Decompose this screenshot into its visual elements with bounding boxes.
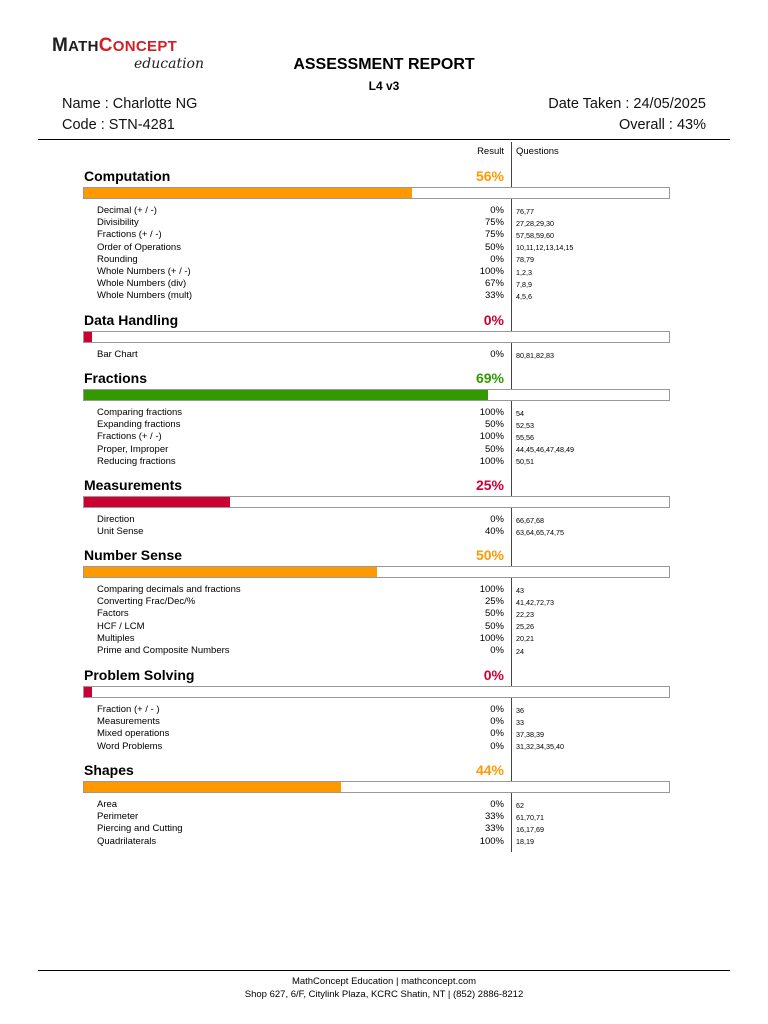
skill-questions: 37,38,39 xyxy=(516,729,544,739)
skill-questions: 36 xyxy=(516,705,524,715)
result-column-header: Result xyxy=(477,146,504,157)
section-score: 69% xyxy=(475,370,504,386)
section-title: Number Sense xyxy=(84,547,183,563)
skill-result: 100% xyxy=(479,455,504,467)
skill-result: 0% xyxy=(490,253,504,265)
section-title: Shapes xyxy=(84,762,134,778)
skill-row xyxy=(0,836,768,848)
skill-result: 100% xyxy=(479,431,504,443)
skill-row xyxy=(0,229,768,241)
skill-row xyxy=(0,419,768,431)
skill-questions: 27,28,29,30 xyxy=(516,218,554,228)
footer-contact: MathConcept Education | mathconcept.com xyxy=(291,976,477,987)
skill-result: 33% xyxy=(484,811,504,823)
score-bar xyxy=(83,686,670,698)
skill-result: 33% xyxy=(484,823,504,835)
skill-questions: 1,2,3 xyxy=(516,267,532,277)
skill-name: Whole Numbers (mult) xyxy=(97,290,193,302)
skill-questions: 44,45,46,47,48,49 xyxy=(516,445,574,455)
skill-result: 0% xyxy=(490,645,504,656)
section-title: Fractions xyxy=(84,370,148,386)
skill-questions: 4,5,6 xyxy=(516,291,532,301)
skill-row xyxy=(0,716,768,728)
skill-result: 100% xyxy=(479,266,504,277)
skill-questions: 10,11,12,13,14,15 xyxy=(516,243,574,253)
section-title: Data Handling xyxy=(84,312,179,328)
skill-questions: 41,42,72,73 xyxy=(516,597,554,607)
skill-result: 75% xyxy=(484,217,504,229)
skill-questions: 20,21 xyxy=(516,634,534,644)
skill-row xyxy=(0,621,768,633)
skill-questions: 24 xyxy=(516,646,524,656)
score-bar-fill xyxy=(84,567,377,577)
report-subtitle: L4 v3 xyxy=(368,79,400,93)
logo-tagline: education xyxy=(134,56,204,72)
skill-questions: 78,79 xyxy=(516,255,534,265)
skill-result: 75% xyxy=(484,229,504,241)
skill-row xyxy=(0,349,768,361)
skill-questions: 43 xyxy=(516,585,524,595)
score-bar-fill xyxy=(84,782,341,792)
report-title: ASSESSMENT REPORT xyxy=(293,56,475,73)
skill-questions: 25,26 xyxy=(516,622,534,632)
section-title: Computation xyxy=(84,168,171,184)
skill-name: Converting Frac/Dec/% xyxy=(97,596,196,608)
skill-name: Reducing fractions xyxy=(97,455,176,467)
skill-result: 50% xyxy=(484,241,504,253)
skill-questions: 62 xyxy=(516,800,524,810)
skill-questions: 55,56 xyxy=(516,432,534,442)
skill-name: Quadrilaterals xyxy=(97,835,157,847)
skill-row xyxy=(0,741,768,753)
skill-row xyxy=(0,811,768,823)
skill-result: 0% xyxy=(490,514,504,525)
score-bar-fill xyxy=(84,687,92,697)
skill-name: HCF / LCM xyxy=(97,620,145,632)
skill-row xyxy=(0,645,768,657)
skill-result: 50% xyxy=(484,620,504,632)
skill-result: 0% xyxy=(490,716,504,728)
skill-result: 100% xyxy=(479,835,504,847)
skill-result: 50% xyxy=(484,443,504,455)
skill-result: 40% xyxy=(484,526,504,538)
skill-row xyxy=(0,407,768,419)
skill-questions: 80,81,82,83 xyxy=(516,350,554,360)
skill-name: Piercing and Cutting xyxy=(97,823,183,835)
skill-questions: 63,64,65,74,75 xyxy=(516,527,564,537)
skill-result: 50% xyxy=(484,608,504,620)
skill-result: 25% xyxy=(484,596,504,608)
score-bar xyxy=(83,331,670,343)
score-bar-fill xyxy=(84,188,412,198)
score-bar-fill xyxy=(84,497,230,507)
skill-row xyxy=(0,242,768,254)
skill-name: Proper, Improper xyxy=(97,443,169,455)
skill-questions: 50,51 xyxy=(516,457,534,467)
skill-name: Rounding xyxy=(97,253,138,265)
skill-name: Prime and Composite Numbers xyxy=(97,645,230,656)
skill-row xyxy=(0,596,768,608)
skill-name: Whole Numbers (div) xyxy=(97,278,187,290)
skill-name: Fractions (+ / -) xyxy=(97,431,162,443)
skill-result: 33% xyxy=(484,290,504,302)
skill-row xyxy=(0,728,768,740)
skill-name: Order of Operations xyxy=(97,241,181,253)
skill-questions: 52,53 xyxy=(516,420,534,430)
footer-address: Shop 627, 6/F, Citylink Plaza, KCRC Shatin, NT | (852) 2886-8212 xyxy=(244,989,524,1000)
skill-name: Fractions (+ / -) xyxy=(97,229,162,241)
skill-row xyxy=(0,456,768,468)
skill-questions: 61,70,71 xyxy=(516,812,544,822)
skill-questions: 7,8,9 xyxy=(516,279,532,289)
student-code: Code : STN-4281 xyxy=(62,117,175,133)
skill-name: Word Problems xyxy=(97,740,163,752)
skill-result: 100% xyxy=(479,407,504,418)
skill-name: Fraction (+ / - ) xyxy=(97,704,160,715)
skill-result: 100% xyxy=(479,632,504,644)
skill-row xyxy=(0,444,768,456)
skill-name: Unit Sense xyxy=(97,526,144,538)
skill-questions: 33 xyxy=(516,717,524,727)
skill-row xyxy=(0,278,768,290)
skill-name: Direction xyxy=(97,514,135,525)
questions-column-header: Questions xyxy=(516,146,559,157)
skill-questions: 54 xyxy=(516,408,524,418)
section-score: 56% xyxy=(475,168,504,184)
skill-row xyxy=(0,254,768,266)
skill-row xyxy=(0,526,768,538)
skill-name: Comparing decimals and fractions xyxy=(97,584,241,595)
overall-score: Overall : 43% xyxy=(618,117,706,133)
score-bar-fill xyxy=(84,390,488,400)
section-score: 0% xyxy=(483,667,504,683)
skill-result: 100% xyxy=(479,584,504,595)
footer-divider xyxy=(38,970,730,971)
skill-questions: 16,17,69 xyxy=(516,824,544,834)
skill-result: 0% xyxy=(490,728,504,740)
section-score: 50% xyxy=(475,547,504,563)
section-score: 0% xyxy=(483,312,504,328)
score-bar xyxy=(83,187,670,199)
skill-name: Multiples xyxy=(97,632,135,644)
skill-row xyxy=(0,823,768,835)
skill-result: 0% xyxy=(490,205,504,216)
skill-name: Decimal (+ / -) xyxy=(97,205,157,216)
skill-name: Mixed operations xyxy=(97,728,170,740)
section-title: Measurements xyxy=(84,477,183,493)
logo-wordmark: MATHCONCEPT xyxy=(52,35,178,56)
skill-name: Perimeter xyxy=(97,811,139,823)
section-title: Problem Solving xyxy=(84,667,195,683)
score-bar xyxy=(83,389,670,401)
skill-result: 50% xyxy=(484,419,504,431)
skill-name: Measurements xyxy=(97,716,160,728)
score-bar xyxy=(83,781,670,793)
skill-name: Comparing fractions xyxy=(97,407,183,418)
section-score: 44% xyxy=(475,762,504,778)
skill-row xyxy=(0,799,768,811)
skill-questions: 57,58,59,60 xyxy=(516,230,554,240)
skill-row xyxy=(0,514,768,526)
skill-questions: 76,77 xyxy=(516,206,534,216)
skill-name: Whole Numbers (+ / -) xyxy=(97,266,191,277)
skill-result: 67% xyxy=(484,278,504,290)
skill-questions: 22,23 xyxy=(516,609,534,619)
score-bar xyxy=(83,496,670,508)
skill-questions: 66,67,68 xyxy=(516,515,544,525)
skill-row xyxy=(0,217,768,229)
skill-questions: 18,19 xyxy=(516,837,534,847)
skill-row xyxy=(0,704,768,716)
skill-name: Divisibility xyxy=(97,217,139,229)
skill-result: 0% xyxy=(490,349,504,360)
section-score: 25% xyxy=(475,477,504,493)
skill-name: Expanding fractions xyxy=(97,419,181,431)
skill-questions: 31,32,34,35,40 xyxy=(516,742,564,752)
skill-name: Area xyxy=(97,799,118,810)
skill-row xyxy=(0,205,768,217)
student-name: Name : Charlotte NG xyxy=(62,96,198,112)
skill-row xyxy=(0,633,768,645)
date-taken: Date Taken : 24/05/2025 xyxy=(548,96,706,112)
skill-row xyxy=(0,266,768,278)
skill-name: Factors xyxy=(97,608,129,620)
score-bar-fill xyxy=(84,332,92,342)
skill-name: Bar Chart xyxy=(97,349,138,360)
score-bar xyxy=(83,566,670,578)
skill-result: 0% xyxy=(490,704,504,715)
header-divider xyxy=(38,139,730,140)
skill-result: 0% xyxy=(490,740,504,752)
skill-result: 0% xyxy=(490,799,504,810)
skill-row xyxy=(0,608,768,620)
skill-row xyxy=(0,431,768,443)
skill-row xyxy=(0,290,768,302)
skill-row xyxy=(0,584,768,596)
